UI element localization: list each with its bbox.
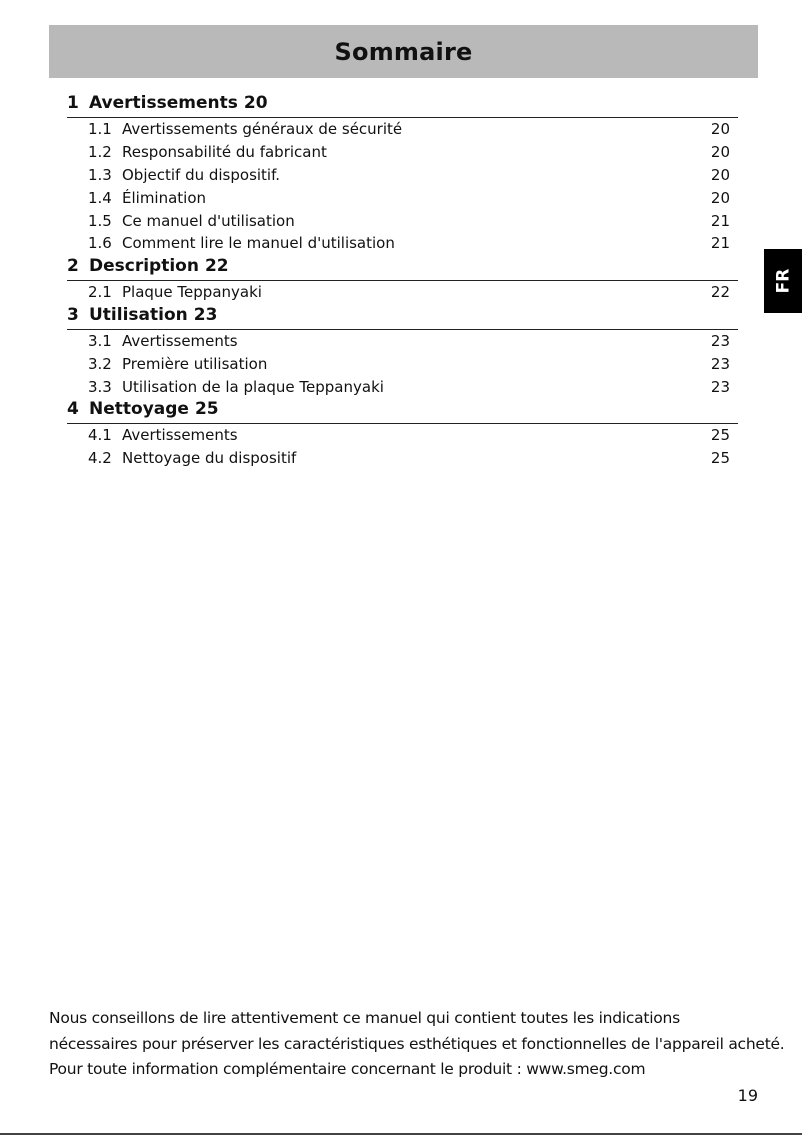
section-title: Description — [89, 255, 199, 276]
section-page: 20 — [243, 93, 268, 113]
toc-section-heading[interactable] — [67, 92, 738, 118]
entry-page: 21 — [710, 234, 730, 253]
section-page: 23 — [193, 304, 218, 325]
entry-number: 1.6 — [88, 234, 112, 253]
toc-entry[interactable] — [67, 424, 738, 447]
section-title: Utilisation — [89, 304, 188, 325]
entry-page: 23 — [710, 331, 730, 350]
entry-title: Première utilisation — [122, 354, 268, 373]
entry-number: 2.1 — [88, 283, 112, 302]
entry-number: 3.3 — [88, 377, 112, 396]
section-number: 1 — [67, 93, 79, 113]
toc-section-heading[interactable] — [67, 304, 738, 330]
entry-number: 1.4 — [88, 188, 112, 207]
toc-entry-list — [67, 281, 738, 304]
entry-page: 20 — [710, 188, 730, 207]
entry-page: 20 — [710, 120, 730, 139]
toc-entry[interactable] — [67, 447, 738, 470]
page-number: 19 — [737, 1086, 758, 1105]
toc-entry-list — [67, 330, 738, 398]
toc-entry[interactable] — [67, 352, 738, 375]
entry-title: Responsabilité du fabricant — [122, 143, 327, 162]
entry-page: 23 — [710, 377, 730, 396]
toc-section-2 — [67, 255, 738, 304]
entry-title: Objectif du dispositif. — [122, 165, 281, 184]
entry-number: 1.2 — [88, 143, 112, 162]
entry-title: Utilisation de la plaque Teppanyaki — [122, 377, 384, 396]
toc-entry[interactable] — [67, 141, 738, 164]
toc-section-1 — [67, 92, 738, 255]
toc-entry[interactable] — [67, 209, 738, 232]
entry-title: Élimination — [122, 188, 207, 207]
entry-page: 21 — [710, 211, 730, 230]
note-line: nécessaires pour préserver les caractéristiques esthétiques et fonctionnelles de l'appareil acheté. — [49, 1034, 785, 1053]
language-tab-label: FR — [772, 268, 793, 294]
toc-section-4 — [67, 398, 738, 470]
entry-title: Nettoyage du dispositif — [122, 449, 297, 468]
toc-entry[interactable] — [67, 232, 738, 255]
toc-entry[interactable] — [67, 186, 738, 209]
entry-page: 23 — [710, 354, 730, 373]
entry-title: Avertissements — [122, 426, 238, 445]
note-line: Nous conseillons de lire attentivement ce manuel qui contient toutes les indications — [49, 1009, 680, 1027]
entry-title: Ce manuel d'utilisation — [122, 211, 295, 230]
entry-title: Plaque Teppanyaki — [122, 283, 262, 302]
entry-number: 3.2 — [88, 354, 112, 373]
toc-entry[interactable] — [67, 330, 738, 353]
toc-entry-list — [67, 118, 738, 255]
language-tab — [764, 249, 802, 313]
toc-entry-list — [67, 424, 738, 470]
toc-entry[interactable] — [67, 375, 738, 398]
section-number: 4 — [67, 398, 79, 419]
entry-number: 1.1 — [88, 120, 112, 139]
entry-number: 4.1 — [88, 426, 112, 445]
toc-section-heading[interactable] — [67, 398, 738, 424]
entry-page: 20 — [710, 165, 730, 184]
note-line: Pour toute information complémentaire concernant le produit : www.smeg.com — [49, 1060, 646, 1078]
title-bar — [49, 25, 758, 78]
entry-title: Comment lire le manuel d'utilisation — [122, 234, 395, 253]
intro-note — [49, 1006, 785, 1083]
entry-page: 22 — [710, 283, 730, 302]
page-title: Sommaire — [334, 37, 473, 66]
entry-title: Avertissements généraux de sécurité — [122, 120, 403, 139]
table-of-contents — [67, 92, 738, 470]
entry-title: Avertissements — [122, 331, 238, 350]
section-number: 3 — [67, 304, 79, 325]
bottom-divider — [0, 1133, 802, 1135]
section-page: 22 — [204, 255, 229, 276]
entry-number: 3.1 — [88, 331, 112, 350]
section-page: 25 — [194, 398, 219, 419]
toc-entry[interactable] — [67, 164, 738, 187]
toc-section-heading[interactable] — [67, 255, 738, 281]
entry-number: 1.3 — [88, 165, 112, 184]
section-number: 2 — [67, 255, 79, 276]
entry-page: 25 — [710, 449, 730, 468]
entry-number: 4.2 — [88, 449, 112, 468]
toc-entry[interactable] — [67, 118, 738, 141]
entry-page: 25 — [710, 426, 730, 445]
entry-number: 1.5 — [88, 211, 112, 230]
section-title: Nettoyage — [89, 398, 189, 419]
toc-entry[interactable] — [67, 281, 738, 304]
toc-section-3 — [67, 304, 738, 398]
entry-page: 20 — [710, 143, 730, 162]
section-title: Avertissements — [89, 93, 238, 113]
